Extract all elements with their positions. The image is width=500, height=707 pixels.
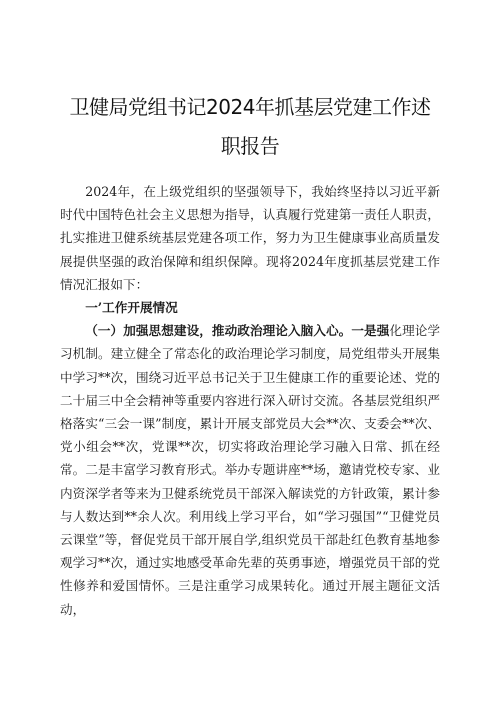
intro-paragraph: 2024年，在上级党组织的坚强领导下，我始终坚持以习近平新时代中国特色社会主义思想为指导，认真履行党建第一责任人职责，扎实推进卫健系统基层党建各项工作，努力为卫生健康事业高质量发展提供坚强的政治保障和组织保障。现将2024年度抓基层党建工作情况汇报如下：	[60, 184, 440, 292]
document-title-line-2: 职报告	[220, 134, 280, 158]
document-title-line-1: 卫健局党组书记2024年抓基层党建工作述	[69, 95, 431, 119]
section-heading: 一’工作开展情况	[85, 300, 178, 316]
document-body	[60, 180, 440, 621]
section-paragraph	[60, 319, 440, 621]
subsection-lead: （一）加强思想建设，推动政治理论入脑入心。一是强	[85, 323, 390, 339]
subsection-text: 化理论学习机制。建立健全了常态化的政治理论学习制度，局党组带头开展集中学习**次，围绕习近平总书记关于卫生健康工作的重要论述、党的二十届三中全会精神等重要内容进行深入研讨交流。各基层党组织严格落实“三会一课”制度，累计开展支部党员大会**次、支委会**次、党小组会**次，党课**次，切实将政治理论学习融入日常、抓在经常。二是丰富学习教育形式。举办专题讲座**场，邀请党校专家、业内资深学者等来为卫健系统党员干部深入解读党的方针政策，累计参与人数达到**余人次。利用线上学习平台，如“学习强国”“卫健党员云课堂”等，督促党员干部开展自学,组织党员干部赴红色教育基地参观学习**次，通过实地感受革命先辈的英勇事迹，增强党员干部的党性修养和爱国情怀。三是注重学习成果转化。通过开展主题征文活动，	[60, 323, 441, 617]
